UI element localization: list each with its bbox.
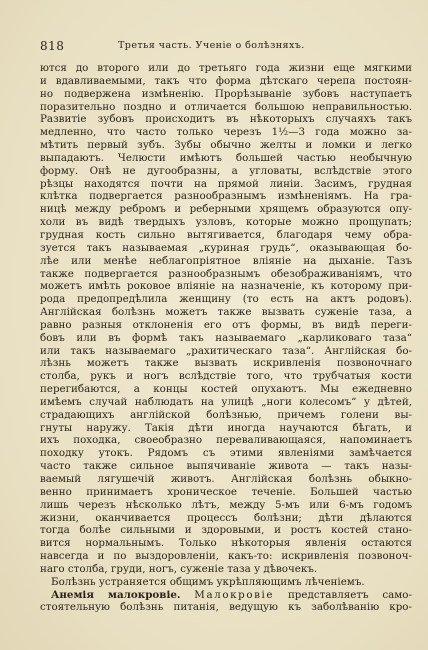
text-line: форму. Онѣ не дугообразны, а угловаты, вслѣдствіе этого [40, 164, 412, 177]
text-line: лѣзнь можетъ также вызвать искривленія позвоночнаго [40, 357, 412, 370]
section-heading: Анемія малокровіе. [51, 588, 181, 601]
text-line: стоятельную болѣзнь питанія, ведущую къ заболѣванію кро- [40, 601, 412, 614]
text-line: лишь черезъ нѣсколько лѣтъ, между 5-мъ или 6-мъ годомъ [40, 498, 412, 511]
text-line: можетъ имѣть роковое вліяніе на назначеніе, къ которому при- [40, 280, 412, 293]
running-head: Третья часть. Ученіе о болѣзняхъ. [118, 40, 305, 51]
text-run: представляетъ само- [287, 588, 412, 601]
text-line: грудная кость сильно вытягивается, благодаря чему обра- [40, 228, 412, 241]
text-line: равно разныя отклоненія его отъ формы, въ видѣ переги- [40, 318, 412, 331]
text-line: жизни, оканчивается процессъ болѣзни; дѣти дѣлаются [40, 511, 412, 524]
text-line: навсегда и по выздоровленіи, какъ-то: искривленія позвоноч- [40, 550, 412, 563]
text-line: бовъ или въ формѣ такъ называемаго „карликоваго таза“ [40, 331, 412, 344]
text-line: перегибаются, а концы костей опухаютъ. Мы ежедневно [40, 383, 412, 396]
text-line: поразительно поздно и отличается большою неправильностью. [40, 100, 412, 113]
text-line: походку утокъ. Рядомъ съ этими явленіями замѣчается [40, 447, 412, 460]
text-line: тогда болѣе сильными и здоровыми, и ростъ костей стано- [40, 524, 412, 537]
text-line: и вдавливаемыми, такъ что форма дѣтскаго черепа постоян- [40, 74, 412, 87]
text-line: рода предопредѣлила женщину (то есть на актъ родовъ). [40, 293, 412, 306]
text-line: рѣзцы находятся почти на прямой линіи. Засимъ, грудная [40, 177, 412, 190]
text-line: зуется такъ называемая „куриная грудь“, оказывающая бо- [40, 241, 412, 254]
text-line: Болѣзнь устраняется общимъ укрѣпляющимъ лѣченіемъ. [51, 575, 365, 588]
text-line: клѣтка подвергается разнообразнымъ измѣненіямъ. На гра- [40, 190, 412, 203]
text-line: вится нормальнымъ. Только нѣкоторыя явленія остаются [40, 537, 412, 550]
text-line: часто также сильное выпячиваніе живота — такъ назы- [40, 460, 412, 473]
text-line: мѣтить первый зубъ. Зубы обычно желты и ломки и легко [40, 139, 412, 152]
text-line: ются до второго или до третьяго года жизни еще мягкими [40, 62, 412, 74]
text-line: Развитіе зубовъ происходитъ въ нѣкоторыхъ случаяхъ такъ [40, 113, 412, 126]
text-line: медленно, что часто только черезъ 1½—3 года можно за- [40, 126, 412, 139]
text-line: венно принимаетъ хроническое теченіе. Большей частью [40, 485, 412, 498]
page-number: 818 [40, 39, 65, 53]
page-header [40, 39, 410, 55]
text-line: страдающихъ англійской болѣзнью, причемъ голени вы- [40, 408, 412, 421]
text-line: ваемый лягушечій животъ. Англійская болѣзнь обыкно- [40, 473, 412, 485]
text-line: также подвергается разнообразнымъ обезображиваніямъ, что [40, 267, 412, 280]
text-line: или такъ называемаго „рахитическаго таза“. Англійская бо- [40, 344, 412, 357]
text-line: гнуты наружу. Такія дѣти иногда научаются бѣгать, и [40, 421, 412, 434]
lead-word: Малокровіе [194, 588, 275, 601]
section-heading-line [40, 589, 412, 602]
text-line: имѣемъ случай наблюдать на улицѣ „ноги колесомъ“ у дѣтей, [40, 395, 412, 408]
body-text [40, 62, 412, 614]
text-line: столба, рукъ и ногъ вслѣдствіе того, что трубчатыя кости [40, 370, 412, 383]
text-line: Англійская болѣзнь можетъ также вызвать суженіе таза, а [40, 306, 412, 319]
text-line: ницѣ между ребромъ и реберными хрящемъ образуются опу- [40, 203, 412, 216]
text-line: ихъ походка, своеобразно переваливающаяся, напоминаетъ [40, 434, 412, 447]
text-line: лѣе или менѣе неблагопріятное вліяніе на дыханіе. Тазъ [40, 254, 412, 267]
text-line: но подвержена измѣненію. Прорѣзываніе зубовъ наступаетъ [40, 87, 412, 100]
text-line: выпадаютъ. Челюсти имѣютъ большей частью необычную [40, 151, 412, 164]
text-line: холи въ видѣ твердыхъ узловъ, которые можно прощупать; [40, 216, 412, 229]
text-line: наго столба, груди, ногъ, суженіе таза у дѣвочекъ. [40, 562, 318, 575]
